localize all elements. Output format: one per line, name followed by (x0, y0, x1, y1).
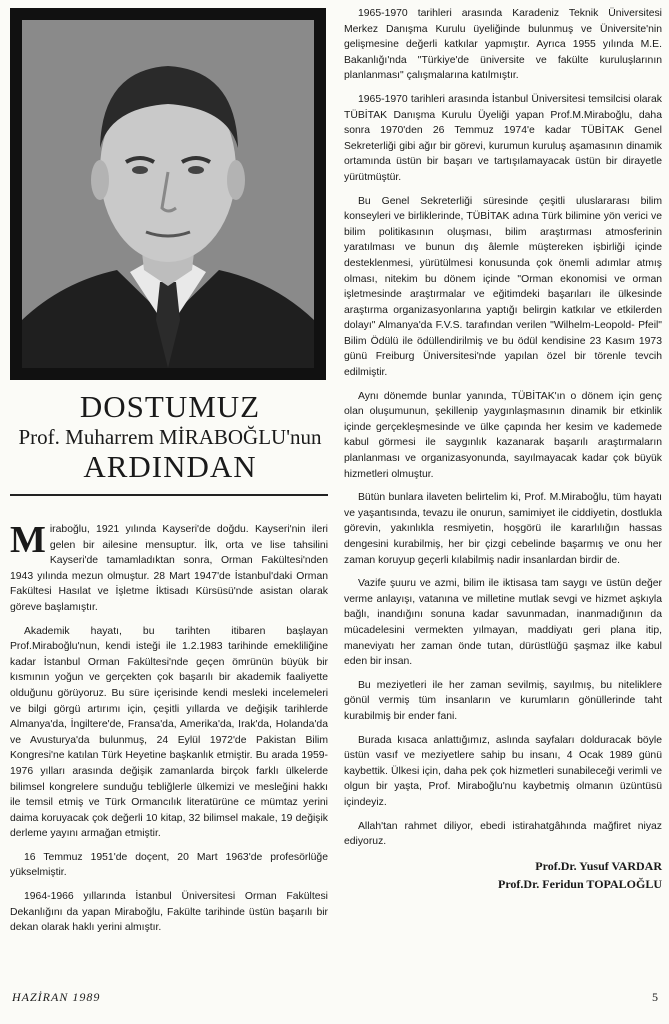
title-line-3: ARDINDAN (83, 449, 257, 484)
page-number: 5 (652, 990, 658, 1004)
paragraph: Bu Genel Sekreterliği süresinde çeşitli uluslararası bilim konseyleri ve birliklerinde, TÜBİTAK adına Türk bilimine yön verici ve bilim politikasının oluşması, bilim araştırması atmosferinin yaratılması ve bunun dış âlemle müştereken işbirliği içinde desteklenmesi, yürütülmesi konusunda çok önemli adımlar atmış olması, nitekim bu dönem içinde "Orman ekonomisi ve orman işletmesinde araştırmalar ve eğitimdeki başarıları ile ülkesinde araştırma organizasyonlarına yaptığı belirgin katkılar ve etkilerden dolayı" Almanya'da F.V.S. tarafından verilen "Wilhelm-Leopold- Pfeil" Bilim Ödülü ile ödüllendirilmiş ve bu ödül kendisine 23 Kasım 1973 günü Freiburg Üniversitesi'nde yapılan özel bir törenle tevcih edilmiştir. (344, 195, 662, 379)
right-column (344, 6, 662, 892)
drop-cap: M (10, 519, 46, 561)
paragraph: Vazife şuuru ve azmi, bilim ile iktisasa tam saygı ve üstün değer verme anlayışı, vatanına ve milletine mutlak sevgi ve hizmet aşkıyla bağlı, inandığını sonuna kadar savunmadan, inanmadığının da mücadelesini vermekten yılmayan, maddiyatı geri plana itip, maneviyatı her zaman önde tutan, dürüstlüğü şaşmaz ilke kabul eden bir insan. (344, 578, 662, 668)
paragraph: Allah'tan rahmet diliyor, ebedi istirahatgâhında mağfiret niyaz ediyoruz. (344, 820, 662, 848)
signature-1: Prof.Dr. Yusuf VARDAR (535, 858, 662, 873)
article-title (10, 388, 330, 484)
title-divider (10, 494, 328, 496)
paragraph: 1964-1966 yıllarında İstanbul Üniversitesi Orman Fakültesi Dekanlığını da yapan Miraboğlu, Fakülte tarihinde üstün başarılı bir dekan olarak haklı yerini almıştır. (10, 891, 328, 934)
signature-2: Prof.Dr. Feridun TOPALOĞLU (497, 876, 662, 891)
portrait-photo-icon (22, 20, 314, 368)
title-line-2: Prof. Muharrem MİRABOĞLU'nun (18, 425, 322, 449)
paragraph: Bütün bunlara ilaveten belirtelim ki, Prof. M.Miraboğlu, tüm hayatı ve yaşantısında, tevazu ile onurun, samimiyet ile ciddiyetin, dostlukla görevin, yakınlıkla resmiyetin, hoşgörü ile kararlılığın hassas dengesini kurabilmiş, her bir çizgi cebelinde başarmış ve onu her zaman koruyup geçerli kılabilmiş nadir insanlardan birdir de. (344, 492, 662, 566)
paragraph: Akademik hayatı, bu tarihten itibaren başlayan Prof.Miraboğlu'nun, kendi isteği ile 1.2.1983 tarihinde emekliliğine kadar İstanbul Orman Fakültesi'nde geçen ömrünün büyük bir kısmının yoğun ve gerçekten çok başarılı bir akademik faaliyette olduğunu görüyoruz. Bu süre içerisinde kendi mesleki incelemeleri ve bilgi görgü artırımı için, çeşitli yıllarda ve değişik tarihlerde Almanya'da, İngiltere'de, Fransa'da, Amerika'da, Irak'da, Holanda'da ve Avusturya'da bulunmuş, 24 Eylül 1972'de Pakistan Bilim Kongresi'ne katılan Türk Heyetine başkanlık etmiştir. Bu arada 1959-1976 yılları arasında değişik zamanlarda birçok farklı ülkelerde bilimsel kongrelere sunduğu tebliğlerle ülkemizi ve mesleğini hakkı ile temsil etmiş ve Türk Ormancılık literatürüne ce mümtaz yerini daima koruyacak çok değerli 10 kitap, 32 bilimsel makale, 19 değişik derleme yayını armağan etmiştir. (10, 625, 328, 840)
paragraph: 1965-1970 tarihleri arasında Karadeniz Teknik Üniversitesi Merkez Danışma Kurulu üyeliğinde bulunmuş ve Üniversite'nin gelişmesine değerli katkılar yapmıştır. Ayrıca 1955 yılında M.E. Bakanlığı'nda "Türkiye'de üniversite ve fakülte kuruluşlarının planlanması" çalışmalarına katılmıştır. (344, 8, 662, 82)
paragraph: Burada kısaca anlattığımız, aslında sayfaları dolduracak böyle üstün vasıf ve meziyetlere sahip bu insanı, 4 Ocak 1989 günü kaybettik. Ülkesi için, daha pek çok hizmetleri sunabileceği verimli ve olgun bir yaşta, Prof. Miraboğlu'nu kaybetmiş olmanın üzüntüsü içindeyiz. (344, 734, 662, 808)
paragraph (10, 519, 328, 616)
paragraph: 16 Temmuz 1951'de doçent, 20 Mart 1963'de profesörlüğe yükselmiştir. (10, 851, 328, 879)
left-column (10, 519, 328, 944)
paragraph: Bu meziyetleri ile her zaman sevilmiş, sayılmış, bu niteliklere gönül vermiş tüm insanların ve kurumların gönüllerinde taht kurabilmiş bir ender fani. (344, 679, 662, 722)
paragraph-text: iraboğlu, 1921 yılında Kayseri'de doğdu. Kayseri'nin ileri gelen bir ailesine mensuptur. İlk, orta ve lise tahsilini Kayseri'de tamamladıktan sonra, Orman Fakültesi'nden 1943 yılında mezun olmuştur. 28 Mart 1947'de İstanbul'daki Orman Fakültesi Hasılat ve İşletme İktisadı Kürsüsü'nde asistan olarak göreve başlamıştır. (10, 524, 328, 613)
title-line-1: DOSTUMUZ (79, 389, 261, 424)
paragraph: 1965-1970 tarihleri arasında İstanbul Üniversitesi temsilcisi olarak TÜBİTAK Danışma Kurulu Üyeliği yapan Prof.M.Miraboğlu, daha sonra 1970'den 26 Temmuz 1974'e kadar TÜBİTAK Genel Sekreterliği gibi ağır bir görevi, kurumun kuruluş aşamasının dinamik ortamında üstün bir başarı ve tartışılamayacak üstün bir dirayetle yürütmüştür. (344, 93, 662, 183)
paragraph: Aynı dönemde bunlar yanında, TÜBİTAK'ın o dönem için genç olan oluşumunun, şekillenip yaygınlaşmasının dinamik bir etkinlik içinde gerçekleşmesinde ve ülke çapında her kesim ve kademede kabul görmesi ile saygınlık kazanarak başarılı araştırmaların planlanması ve organizasyonunda, sayılmayacak kadar çok büyük hizmetleri olmuştur. (344, 390, 662, 480)
issue-date: HAZİRAN 1989 (12, 990, 101, 1004)
portrait-frame (10, 8, 326, 380)
